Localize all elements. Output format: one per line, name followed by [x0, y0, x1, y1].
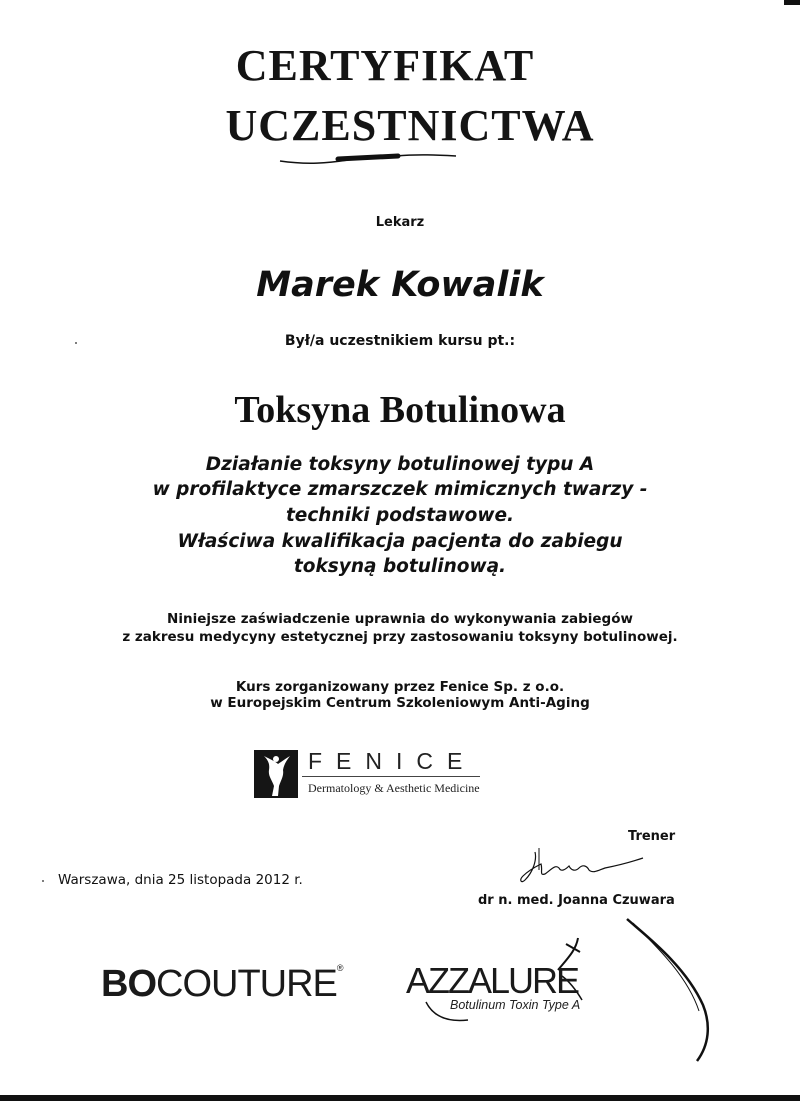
participant-name: Marek Kowalik	[256, 265, 544, 305]
bocouture-logo	[101, 963, 344, 1006]
azzalure-tagline: Botulinum Toxin Type A	[450, 998, 581, 1012]
certificate-title-line2: UCZESTNICTWA	[225, 101, 595, 150]
place-and-date: Warszawa, dnia 25 listopada 2012 r.	[58, 872, 303, 888]
authorization-text-line: z zakresu medycyny estetycznej przy zastosowaniu toksyny botulinowej.	[122, 629, 678, 645]
participation-text: Był/a uczestnikiem kursu pt.:	[284, 333, 516, 349]
scan-speck	[75, 342, 77, 344]
course-description-line: toksyną botulinową.	[293, 556, 507, 577]
azzalure-logo: AZZALURE	[406, 960, 579, 1001]
trainer-label: Trener	[628, 829, 676, 844]
authorization-text-line: Niniejsze zaświadczenie uprawnia do wykonywania zabiegów	[167, 611, 633, 627]
course-description-line: w profilaktyce zmarszczek mimicznych twarzy -	[152, 479, 648, 500]
fenice-tagline: Dermatology & Aesthetic Medicine	[308, 781, 480, 795]
fenice-figure-icon	[254, 750, 298, 798]
course-description-line: Działanie toksyny botulinowej typu A	[205, 454, 595, 475]
fenice-divider	[302, 776, 480, 777]
scan-edge	[0, 1095, 800, 1101]
course-title: Toksyna Botulinowa	[234, 389, 566, 431]
registered-mark: ®	[336, 963, 344, 973]
scan-speck	[42, 880, 44, 882]
bocouture-logo-bold: BO	[101, 963, 156, 1005]
organizer-text-line: w Europejskim Centrum Szkoleniowym Anti-Aging	[210, 695, 590, 711]
organizer-text-line: Kurs zorganizowany przez Fenice Sp. z o.o.	[235, 679, 565, 695]
scan-edge	[784, 0, 800, 5]
fenice-wordmark: FENICE	[308, 748, 477, 774]
course-description-line: Właściwa kwalifikacja pacjenta do zabiegu	[177, 531, 623, 552]
fenice-logo	[254, 750, 484, 800]
trainer-signature	[515, 840, 655, 900]
course-description-line: techniki podstawowe.	[285, 505, 515, 526]
role-label: Lekarz	[375, 215, 425, 230]
certificate-title-line1: CERTYFIKAT	[235, 41, 535, 90]
trainer-name: dr n. med. Joanna Czuwara	[478, 893, 675, 908]
decorative-swoosh	[615, 915, 725, 1065]
title-underline-flourish	[278, 147, 458, 167]
bocouture-logo-rest: COUTURE	[156, 963, 337, 1005]
